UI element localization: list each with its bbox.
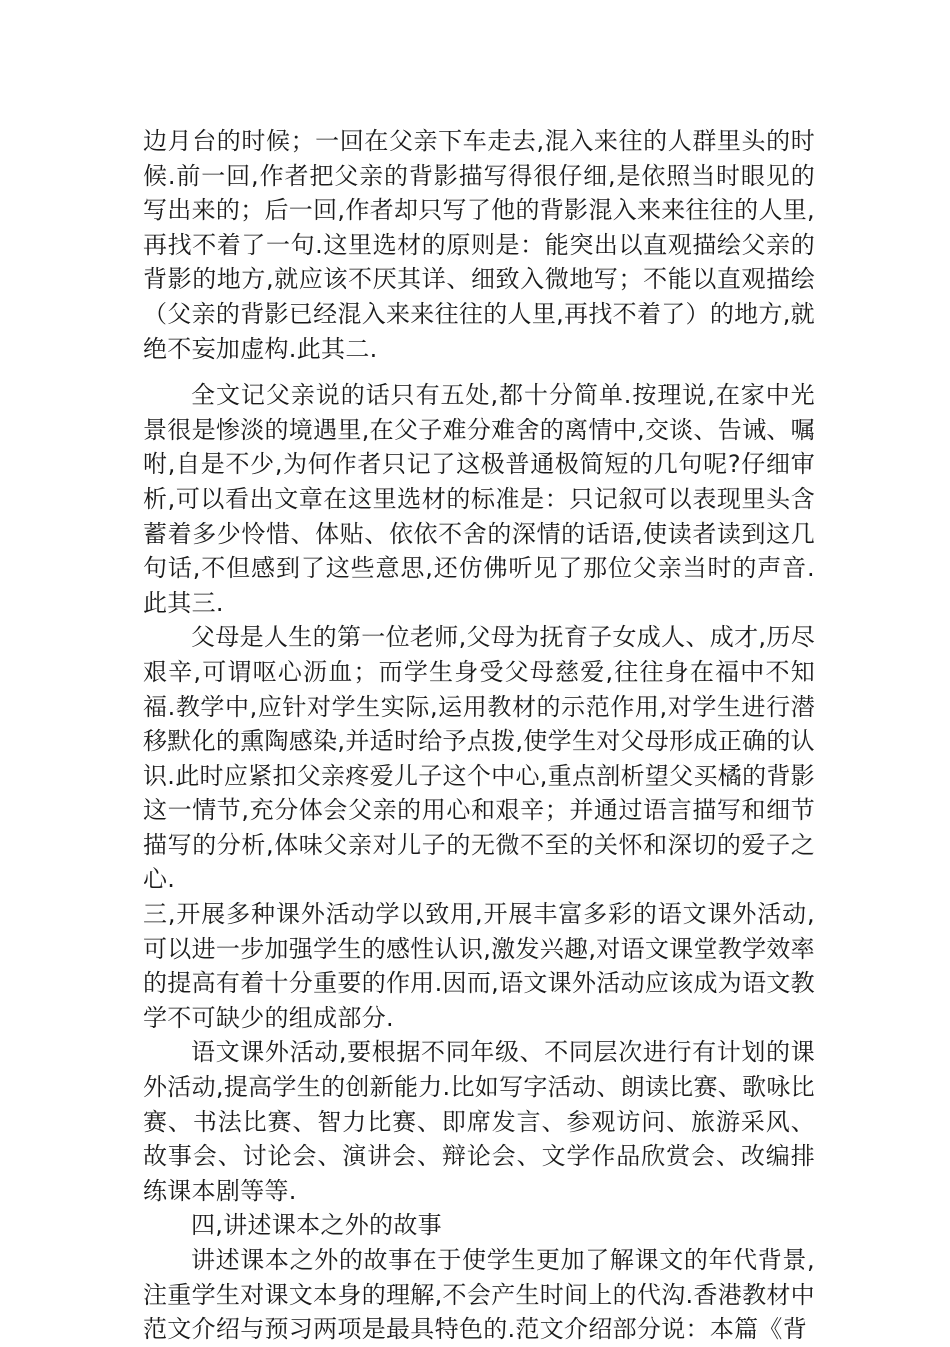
paragraph-stories-beyond-textbook: 讲述课本之外的故事在于使学生更加了解课文的年代背景,注重学生对课文本身的理解,不会产生时间上的代沟.香港教材中范文介绍与预习两项是最具特色的.范文介绍部分说：本篇《背 [143, 1246, 815, 1344]
paragraph-extracurricular-intro: 三,开展多种课外活动学以致用,开展丰富多彩的语文课外活动,可以进一步加强学生的感性认识,激发兴趣,对语文课堂教学效率的提高有着十分重要的作用.因而,语文课外活动应该成为语文教学不可缺少的组成部分. [143, 900, 815, 1032]
paragraph-parents-teachers: 父母是人生的第一位老师,父母为抚育子女成人、成才,历尽艰辛,可谓呕心沥血；而学生身受父母慈爱,往往身在福中不知福.教学中,应针对学生实际,运用教材的示范作用,对学生进行潜移默化的熏陶感染,并适时给予点拨,使学生对父母形成正确的认识.此时应紧扣父亲疼爱儿子这个中心,重点剖析望父买橘的背影这一情节,充分体会父亲的用心和艰辛；并通过语言描写和细节描写的分析,体味父亲对儿子的无微不至的关怀和深切的爱子之心. [143, 623, 815, 894]
paragraph-father-words: 全文记父亲说的话只有五处,都十分简单.按理说,在家中光景很是惨淡的境遇里,在父子难分难舍的离情中,交谈、告诫、嘱咐,自是不少,为何作者只记了这极普通极简短的几句呢?仔细审析,可以看出文章在这里选材的标准是：只记叙可以表现里头含蓄着多少怜惜、体贴、依依不舍的深情的话语,使读者读到这几句话,不但感到了这些意思,还仿佛听见了那位父亲当时的声音.此其三. [143, 381, 815, 617]
document-page [143, 124, 815, 1347]
paragraph-extracurricular-activities: 语文课外活动,要根据不同年级、不同层次进行有计划的课外活动,提高学生的创新能力.比如写字活动、朗读比赛、歌咏比赛、书法比赛、智力比赛、即席发言、参观访问、旅游采风、故事会、讨论会、演讲会、辩论会、文学作品欣赏会、改编排练课本剧等等. [143, 1038, 815, 1205]
paragraph-selection-principle-two: 边月台的时候；一回在父亲下车走去,混入来往的人群里头的时候.前一回,作者把父亲的背影描写得很仔细,是依照当时眼见的写出来的；后一回,作者却只写了他的背影混入来来往往的人里,再找不着了一句.这里选材的原则是：能突出以直观描绘父亲的背影的地方,就应该不厌其详、细致入微地写；不能以直观描绘（父亲的背影已经混入来来往往的人里,再找不着了）的地方,就绝不妄加虚构.此其二. [143, 127, 815, 363]
section-heading-four: 四,讲述课本之外的故事 [191, 1211, 442, 1240]
